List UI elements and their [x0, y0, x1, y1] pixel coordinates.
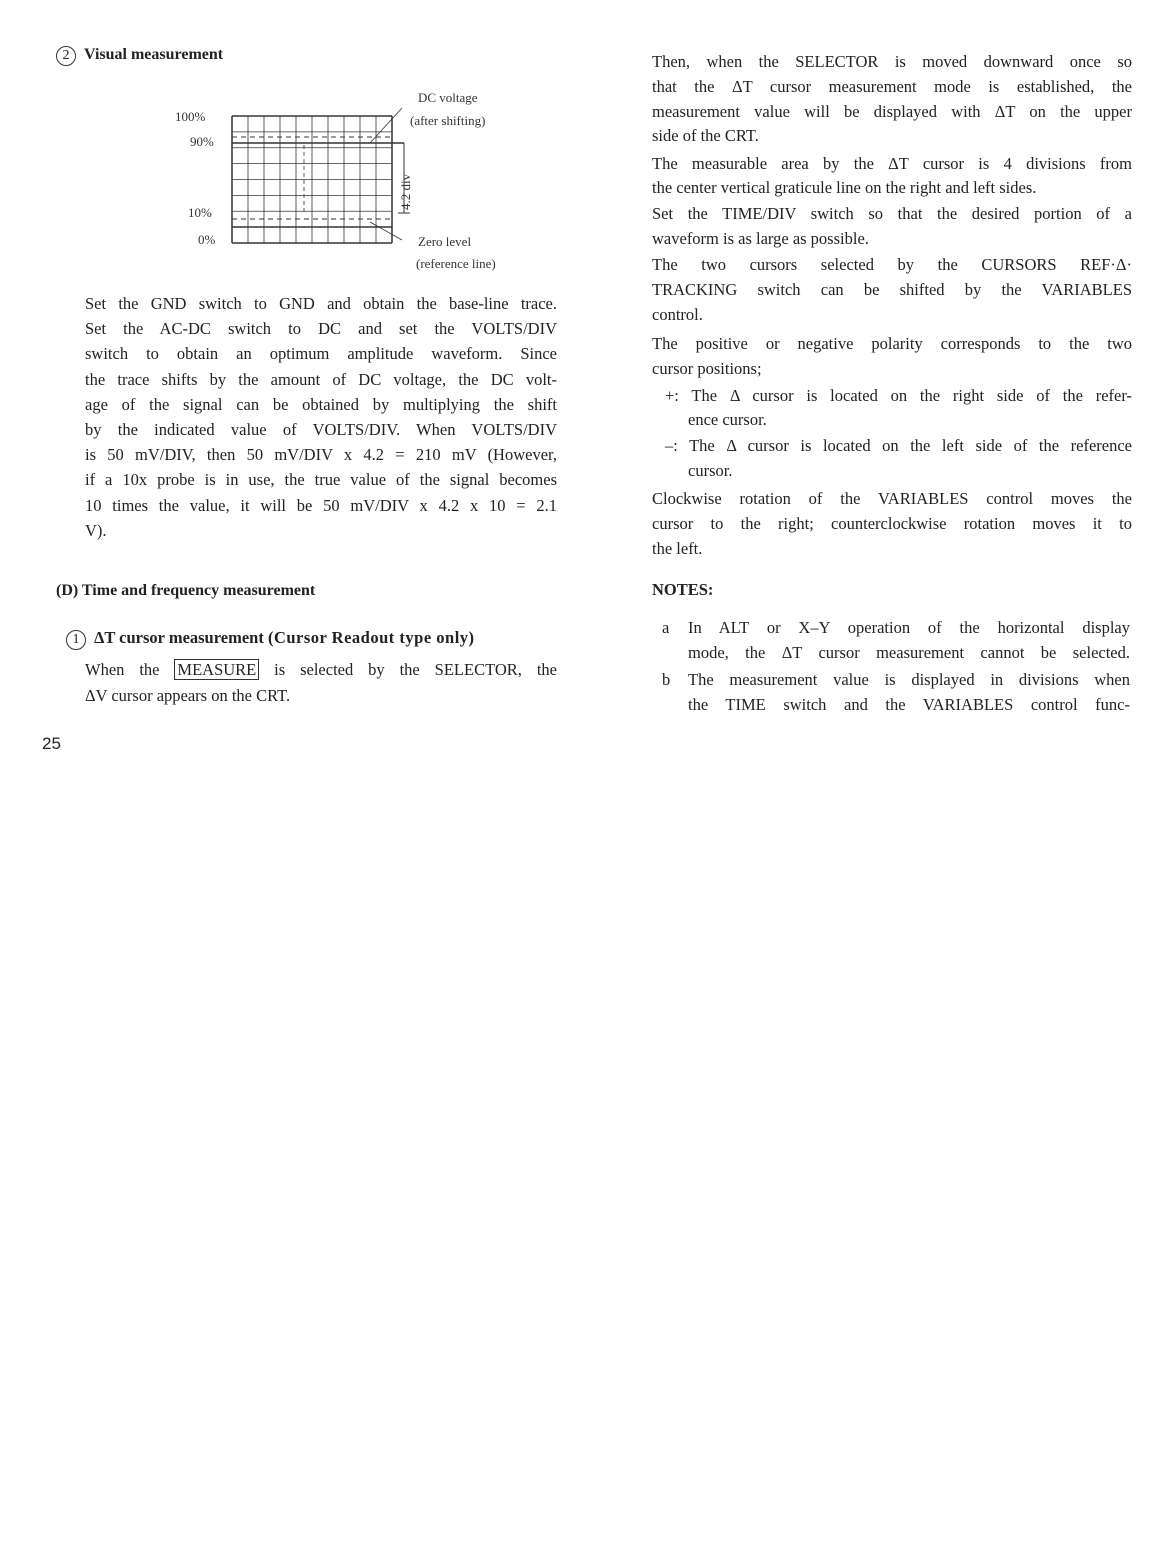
paragraph-line: age of the signal can be obtained by multiplying the shift [85, 394, 557, 414]
measure-post: is selected by the SELECTOR, the [259, 660, 557, 679]
measure-line-2: ΔV cursor appears on the CRT. [85, 686, 291, 705]
label-10: 10% [188, 205, 212, 220]
paragraph-line: Set the AC-DC switch to DC and set the VOLTS/DIV [85, 319, 557, 339]
graticule-diagram [0, 0, 600, 290]
note-line: mode, the ΔT cursor measurement cannot be selected. [688, 643, 1130, 662]
subsection-title-b: (Cursor Readout type only) [267, 628, 475, 647]
right-column-line: The positive or negative polarity corresponds to the two [652, 334, 1132, 353]
section-heading-time-frequency: (D) Time and frequency measurement [56, 582, 316, 599]
right-column-line: side of the CRT. [652, 126, 759, 145]
right-column-line: cursor to the right; counterclockwise rotation moves it to [652, 514, 1132, 533]
paragraph-line: Set the GND switch to GND and obtain the base-line trace. [85, 294, 557, 313]
note-line: In ALT or X–Y operation of the horizontal display [688, 618, 1130, 637]
paragraph-line: 10 times the value, it will be 50 mV/DIV x 4.2 x 10 = 2.1 [85, 495, 557, 515]
right-column-line: Clockwise rotation of the VARIABLES control moves the [652, 489, 1132, 508]
paragraph-line: is 50 mV/DIV, then 50 mV/DIV x 4.2 = 210 mV (However, [85, 445, 557, 465]
paragraph-line: by the indicated value of VOLTS/DIV. When VOLTS/DIV [85, 420, 557, 439]
section-title: Visual measurement [84, 46, 224, 63]
reference-line-label: (reference line) [416, 256, 496, 271]
note-line: the TIME switch and the VARIABLES control func- [688, 695, 1130, 714]
note-marker: a [662, 618, 670, 637]
measure-key-label: MEASURE [174, 659, 259, 680]
notes-title: NOTES: [652, 580, 714, 599]
right-column-line: the left. [652, 539, 703, 558]
label-90: 90% [190, 134, 214, 149]
right-column-line: cursor. [688, 461, 733, 480]
page-number: 25 [42, 734, 61, 753]
zero-leader [370, 222, 402, 240]
paragraph-line: V). [85, 520, 107, 540]
subsection-heading-delta-t [66, 628, 475, 650]
paragraph-line: the trace shifts by the amount of DC voltage, the DC volt- [85, 369, 557, 389]
right-column-line: The two cursors selected by the CURSORS REF·Δ· [652, 255, 1132, 274]
right-column-line: control. [652, 305, 703, 324]
right-column-line: waveform is as large as possible. [652, 229, 869, 248]
section-number: 2 [56, 46, 76, 66]
measure-pre: When the [85, 660, 175, 679]
right-column-line: ence cursor. [688, 410, 767, 429]
right-column-line: that the ΔT cursor measurement mode is established, the [652, 77, 1132, 96]
paragraph-line: if a 10x probe is in use, the true value of the signal becomes [85, 470, 557, 490]
note-marker: b [662, 670, 671, 689]
subsection-number: 1 [66, 630, 86, 650]
div-label: 4.2 div [398, 173, 413, 210]
right-column-line: The measurable area by the ΔT cursor is 4 divisions from [652, 154, 1132, 173]
right-column-line: the center vertical graticule line on the right and left sides. [652, 178, 1037, 197]
dc-leader [370, 108, 402, 143]
right-column-line: Set the TIME/DIV switch so that the desired portion of a [652, 204, 1132, 223]
label-100: 100% [175, 109, 206, 124]
right-column-line: +: The Δ cursor is located on the right side of the refer- [665, 386, 1132, 405]
right-column-line: –: The Δ cursor is located on the left side of the reference [665, 436, 1132, 455]
note-line: The measurement value is displayed in divisions when [688, 670, 1130, 689]
paragraph-line: switch to obtain an optimum amplitude waveform. Since [85, 344, 557, 364]
after-shifting-label: (after shifting) [410, 113, 486, 128]
graticule-grid [232, 108, 410, 243]
label-0: 0% [198, 232, 216, 247]
zero-level-label: Zero level [418, 234, 472, 249]
right-column-line: measurement value will be displayed with ΔT on the upper [652, 102, 1132, 121]
measure-line [85, 660, 557, 680]
dc-voltage-label: DC voltage [418, 90, 478, 105]
right-column-line: TRACKING switch can be shifted by the VARIABLES [652, 280, 1132, 299]
subsection-title-a: ΔT cursor measurement [94, 628, 268, 647]
right-column-line: Then, when the SELECTOR is moved downward once so [652, 52, 1132, 71]
right-column-line: cursor positions; [652, 359, 762, 378]
